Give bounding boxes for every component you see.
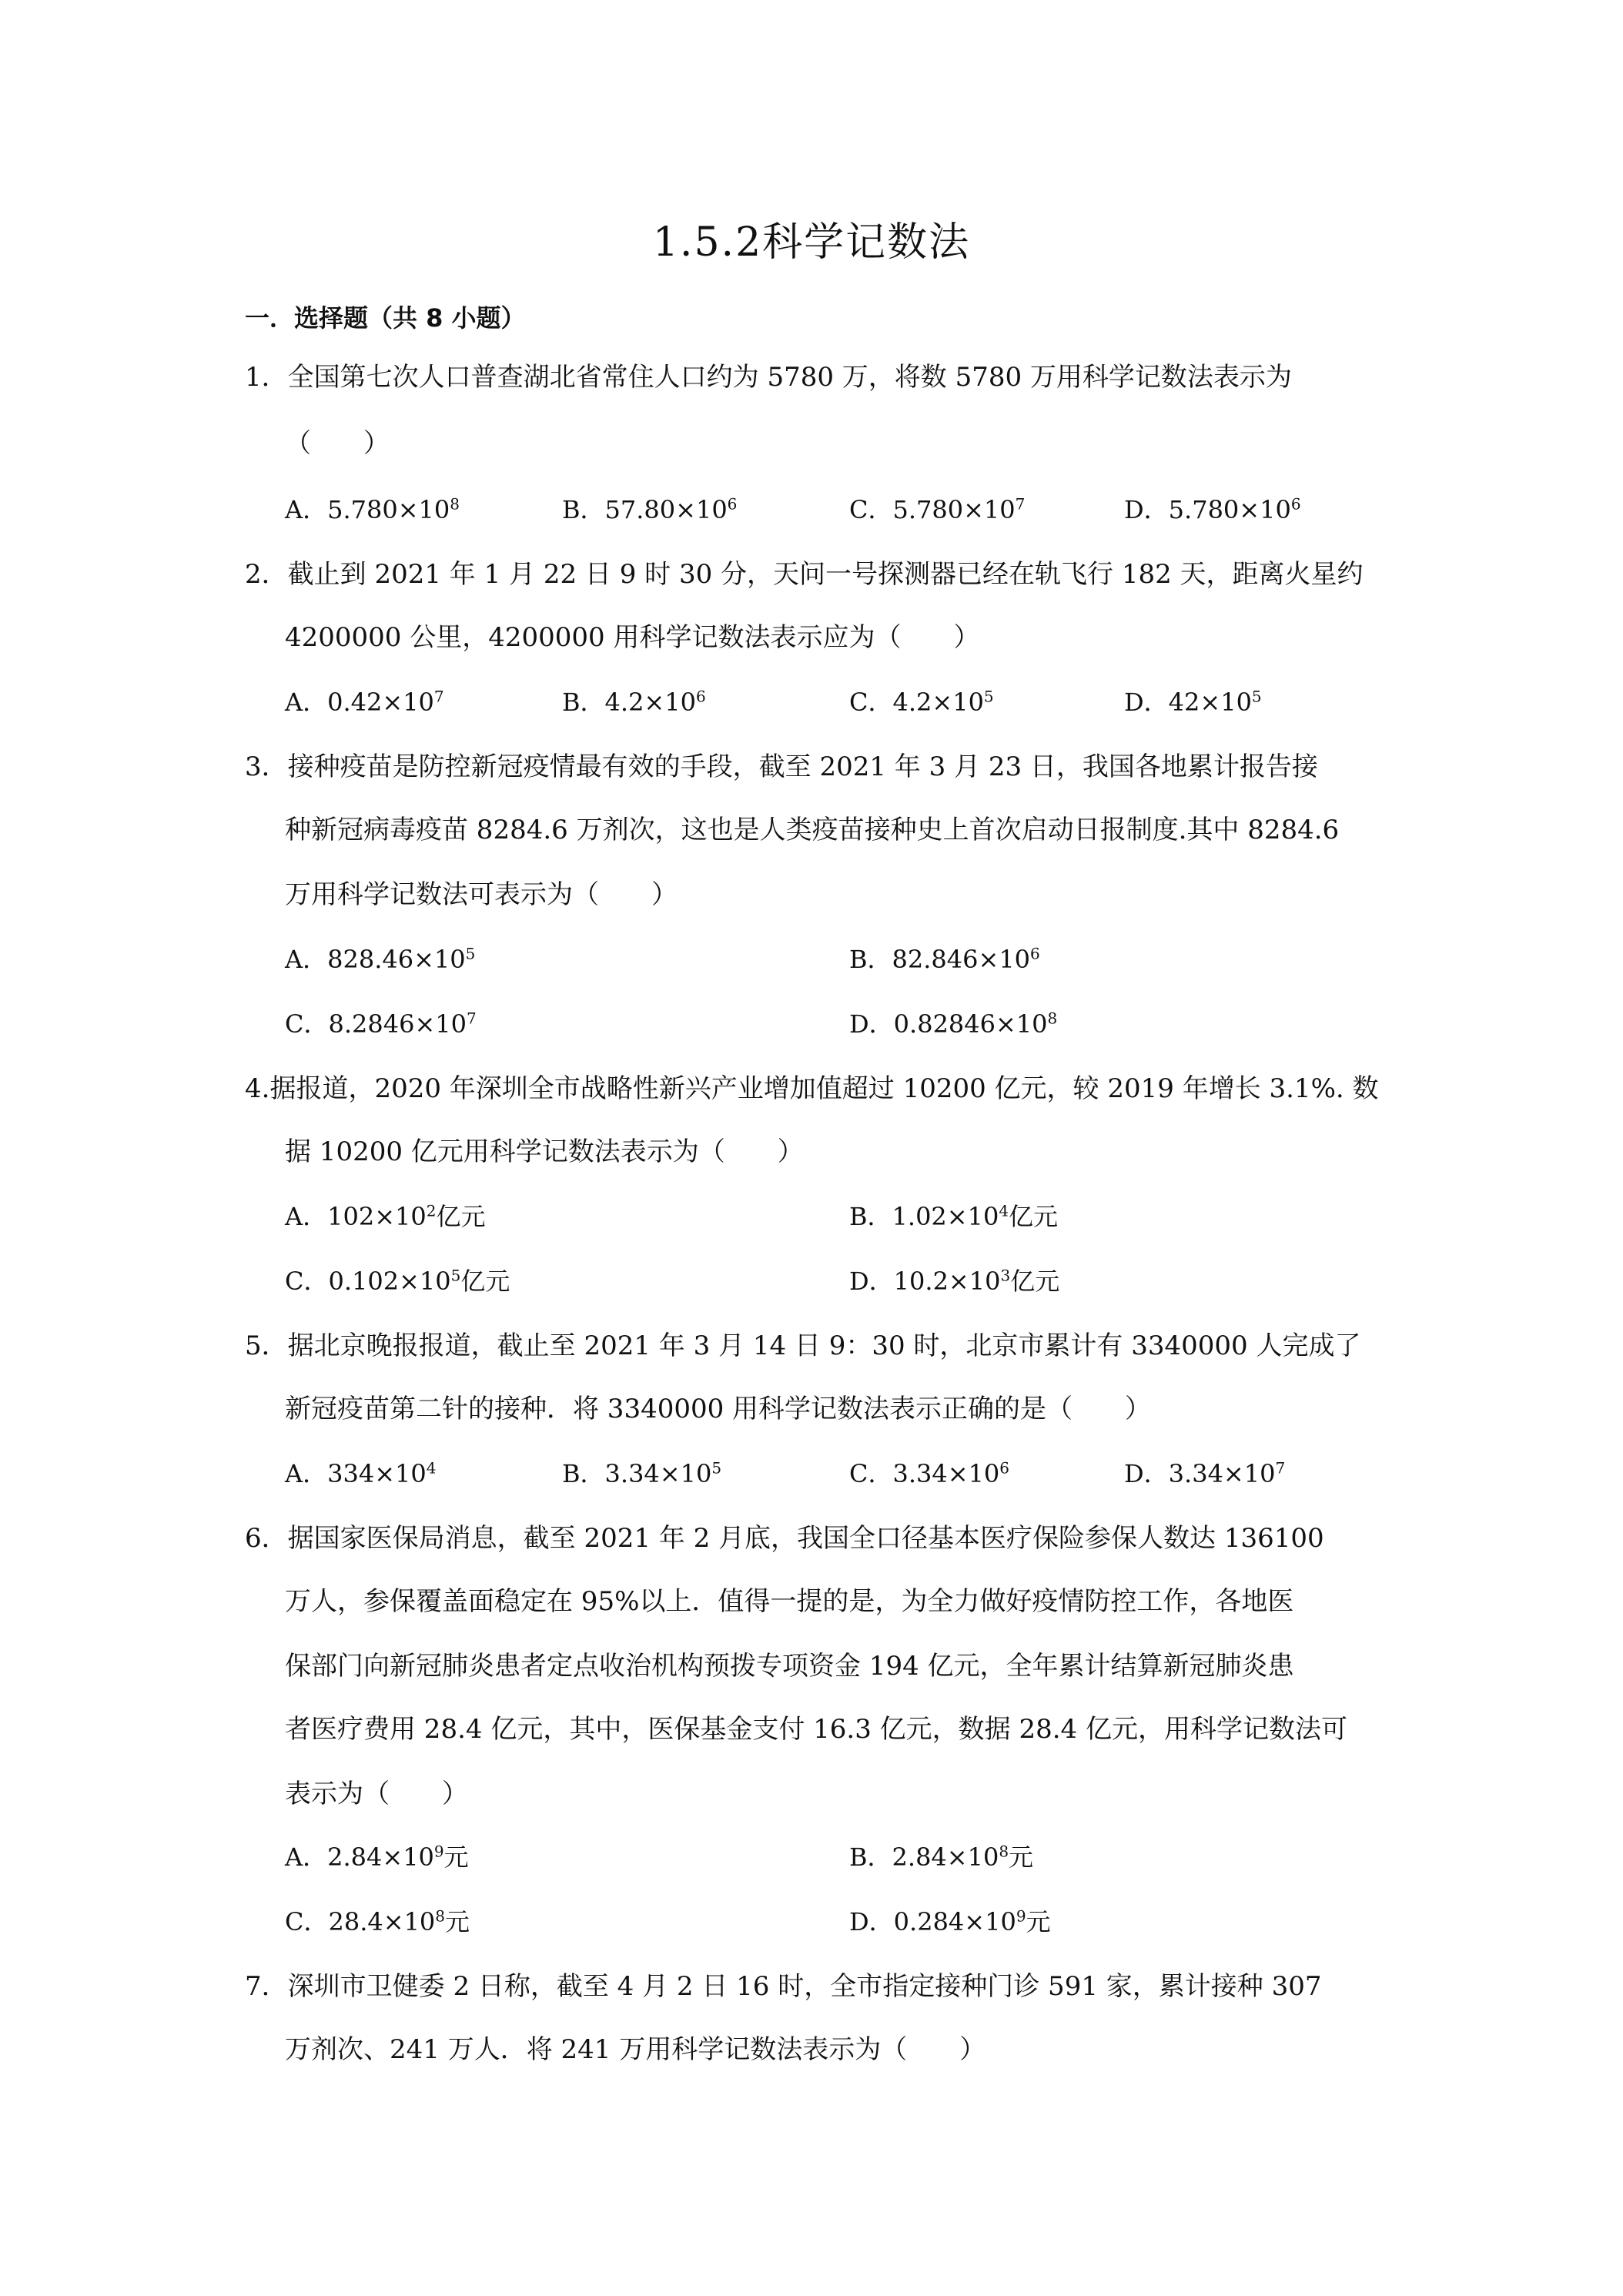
question-6-option-b[interactable]: B．$2.84\times 10^8$元	[849, 1842, 1034, 1872]
question-4-text: 4.据报道，2020 年深圳全市战略性新兴产业增加值超过 10200 亿元，较 2019 年增长 3.1%. 数	[245, 1073, 1379, 1104]
question-5-text-cont: 新冠疫苗第二针的接种．将 3340000 用科学记数法表示正确的是（ ）	[285, 1394, 1152, 1424]
question-2-text-cont: 4200000 公里，4200000 用科学记数法表示应为（ ）	[285, 622, 980, 653]
question-5-option-d[interactable]: D．$3.34\times 10^7$	[1124, 1458, 1286, 1488]
question-1-option-a[interactable]: A．$5.780\times 10^8$	[285, 494, 460, 524]
question-4-option-d[interactable]: D．$10.2\times 10^3$亿元	[849, 1266, 1060, 1296]
question-3-option-a[interactable]: A．$828.46\times 10^5$	[285, 944, 476, 974]
question-3-option-d[interactable]: D．$0.82846\times 10^8$	[849, 1009, 1058, 1039]
question-6-option-a[interactable]: A．$2.84\times 10^9$元	[285, 1842, 469, 1872]
question-6-option-c[interactable]: C．$28.4\times 10^8$元	[285, 1906, 470, 1936]
question-3-option-b[interactable]: B．$82.846\times 10^6$	[849, 944, 1040, 974]
question-1-text-cont: （ ）	[285, 428, 390, 459]
question-3-text: 3．接种疫苗是防控新冠疫情最有效的手段，截至 2021 年 3 月 23 日，我国各地累计报告接	[245, 751, 1318, 782]
question-6-text-cont2: 保部门向新冠肺炎患者定点收治机构预拨专项资金 194 亿元，全年累计结算新冠肺炎患	[285, 1651, 1294, 1682]
question-6-text-cont4: 表示为（ ）	[285, 1779, 468, 1809]
question-5-option-a[interactable]: A．$334\times 10^4$	[285, 1458, 437, 1488]
question-3-option-c[interactable]: C．$8.2846\times 10^7$	[285, 1009, 477, 1039]
question-7-text: 7．深圳市卫健委 2 日称，截至 4 月 2 日 16 时，全市指定接种门诊 591 家，累计接种 307	[245, 1971, 1322, 2002]
page-title: 1.5.2科学记数法	[652, 219, 971, 266]
question-3-text-cont2: 万用科学记数法可表示为（ ）	[285, 879, 678, 910]
question-6-text-cont: 万人，参保覆盖面稳定在 95%以上．值得一提的是，为全力做好疫情防控工作，各地医	[285, 1586, 1294, 1617]
question-6-option-d[interactable]: D．$0.284\times 10^9$元	[849, 1906, 1051, 1936]
question-7-text-cont: 万剂次、241 万人．将 241 万用科学记数法表示为（ ）	[285, 2034, 986, 2065]
question-6-text-cont3: 者医疗费用 28.4 亿元，其中，医保基金支付 16.3 亿元，数据 28.4 亿元，用科学记数法可	[285, 1714, 1347, 1745]
question-3-text-cont: 种新冠病毒疫苗 8284.6 万剂次，这也是人类疫苗接种史上首次启动日报制度.其中 8284.6	[285, 815, 1340, 845]
question-2-text: 2．截止到 2021 年 1 月 22 日 9 时 30 分，天问一号探测器已经在轨飞行 182 天，距离火星约	[245, 559, 1364, 590]
question-2-option-d[interactable]: D．$42\times 10^5$	[1124, 687, 1262, 717]
question-1-text: 1．全国第七次人口普查湖北省常住人口约为 5780 万，将数 5780 万用科学记数法表示为	[245, 362, 1292, 393]
question-5-option-b[interactable]: B．$3.34\times 10^5$	[562, 1458, 722, 1488]
question-5-text: 5．据北京晚报报道，截止至 2021 年 3 月 14 日 9：30 时，北京市累计有 3340000 人完成了	[245, 1330, 1361, 1361]
question-2-option-c[interactable]: C．$4.2\times 10^5$	[849, 687, 994, 717]
question-1-option-d[interactable]: D．$5.780\times 10^6$	[1124, 494, 1301, 524]
question-4-option-c[interactable]: C．$0.102\times 10^5$亿元	[285, 1266, 510, 1296]
question-2-option-a[interactable]: A．$0.42\times 10^7$	[285, 687, 444, 717]
question-5-option-c[interactable]: C．$3.34\times 10^6$	[849, 1458, 1010, 1488]
question-1-option-b[interactable]: B．$57.80\times 10^6$	[562, 494, 738, 524]
question-4-option-a[interactable]: A．$102\times 10^2$亿元	[285, 1201, 486, 1231]
question-2-option-b[interactable]: B．$4.2\times 10^6$	[562, 687, 706, 717]
question-4-option-b[interactable]: B．$1.02\times 10^4$亿元	[849, 1201, 1059, 1231]
section-heading: 一．选择题（共 8 小题）	[245, 303, 526, 333]
question-4-text-cont: 据 10200 亿元用科学记数法表示为（ ）	[285, 1136, 804, 1167]
question-1-option-c[interactable]: C．$5.780\times 10^7$	[849, 494, 1026, 524]
question-6-text: 6．据国家医保局消息，截至 2021 年 2 月底，我国全口径基本医疗保险参保人数达 136100	[245, 1523, 1324, 1554]
